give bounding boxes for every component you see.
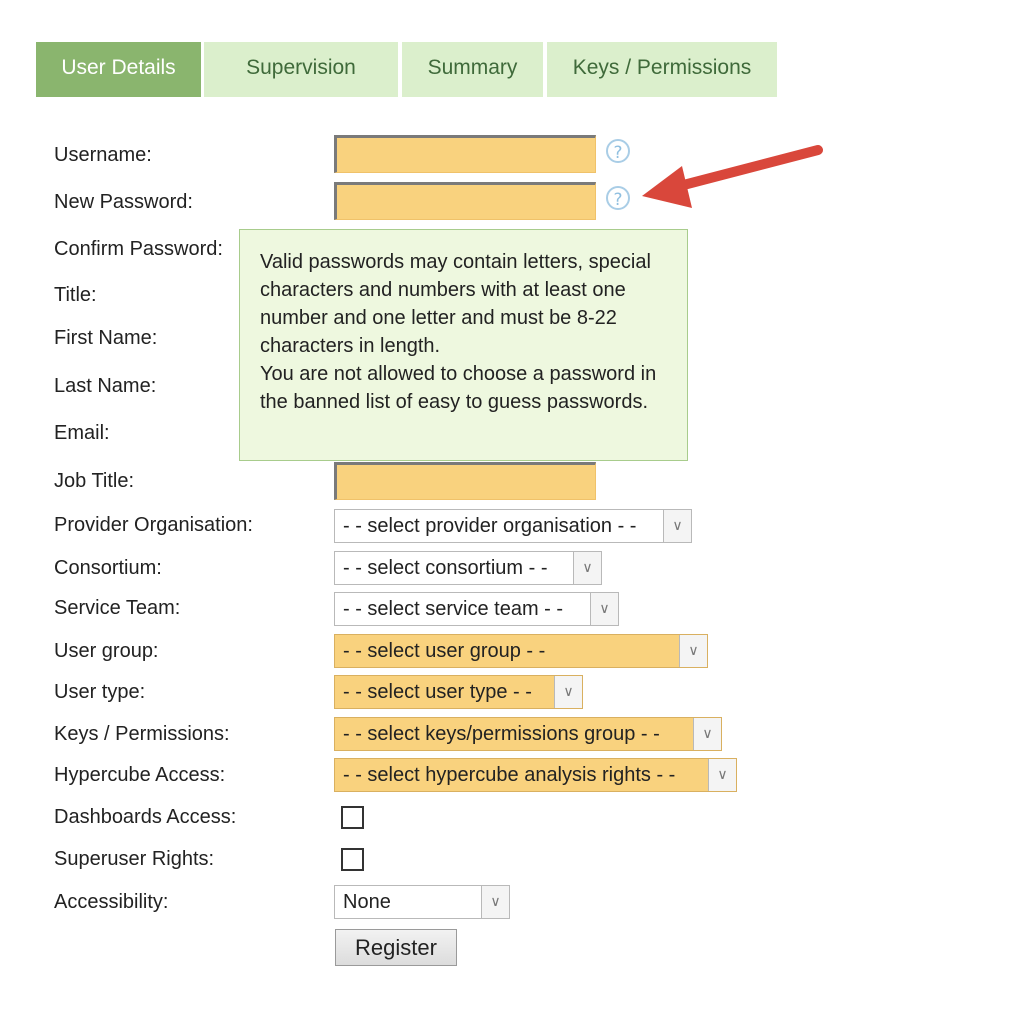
user-type-value: - - select user type - -: [343, 681, 532, 703]
chevron-down-icon: ∨: [693, 718, 721, 750]
chevron-down-icon: ∨: [481, 886, 509, 918]
tab-keys-permissions[interactable]: Keys / Permissions: [547, 42, 777, 97]
job-title-input[interactable]: [334, 462, 596, 500]
first-name-label: First Name:: [54, 327, 158, 349]
hypercube-access-label: Hypercube Access:: [54, 764, 226, 786]
accessibility-value: None: [343, 891, 391, 913]
dashboards-access-checkbox[interactable]: [341, 806, 364, 829]
new-password-label: New Password:: [54, 191, 193, 213]
consortium-value: - - select consortium - -: [343, 557, 548, 579]
tab-user-details[interactable]: User Details: [36, 42, 201, 97]
superuser-rights-label: Superuser Rights:: [54, 848, 215, 870]
hypercube-access-select[interactable]: [334, 758, 737, 792]
keys-permissions-value: - - select keys/permissions group - -: [343, 723, 660, 745]
consortium-label: Consortium:: [54, 557, 162, 579]
chevron-down-icon: ∨: [590, 593, 618, 625]
chevron-down-icon: ∨: [554, 676, 582, 708]
provider-organisation-select[interactable]: [334, 509, 692, 543]
username-label: Username:: [54, 144, 152, 166]
red-arrow-annotation: [630, 138, 830, 218]
provider-organisation-label: Provider Organisation:: [54, 514, 253, 536]
new-password-input[interactable]: [334, 182, 596, 220]
keys-permissions-label: Keys / Permissions:: [54, 723, 230, 745]
register-button[interactable]: Register: [335, 929, 457, 966]
chevron-down-icon: ∨: [679, 635, 707, 667]
username-help-icon[interactable]: ?: [606, 139, 630, 163]
hypercube-access-value: - - select hypercube analysis rights - -: [343, 764, 676, 786]
job-title-label: Job Title:: [54, 470, 135, 492]
username-input[interactable]: [334, 135, 596, 173]
tooltip-text-banned: You are not allowed to choose a password in the banned list of easy to guess passwords.: [260, 363, 657, 413]
service-team-value: - - select service team - -: [343, 598, 564, 620]
dashboards-access-label: Dashboards Access:: [54, 806, 237, 828]
tooltip-text-rules: Valid passwords may contain letters, special characters and numbers with at least one number and one letter and must be 8-22 characters in length.: [260, 251, 651, 357]
user-group-label: User group:: [54, 640, 159, 662]
password-help-icon[interactable]: ?: [606, 186, 630, 210]
consortium-select[interactable]: [334, 551, 602, 585]
user-group-select[interactable]: [334, 634, 708, 668]
user-group-value: - - select user group - -: [343, 640, 546, 662]
service-team-label: Service Team:: [54, 597, 181, 619]
tab-summary[interactable]: Summary: [402, 42, 543, 97]
chevron-down-icon: ∨: [663, 510, 691, 542]
chevron-down-icon: ∨: [573, 552, 601, 584]
accessibility-select[interactable]: [334, 885, 510, 919]
chevron-down-icon: ∨: [708, 759, 736, 791]
password-tooltip: [239, 229, 688, 461]
service-team-select[interactable]: [334, 592, 619, 626]
superuser-rights-checkbox[interactable]: [341, 848, 364, 871]
last-name-label: Last Name:: [54, 375, 157, 397]
email-label: Email:: [54, 422, 110, 444]
user-type-select[interactable]: [334, 675, 583, 709]
tab-supervision[interactable]: Supervision: [204, 42, 398, 97]
keys-permissions-select[interactable]: [334, 717, 722, 751]
confirm-password-label: Confirm Password:: [54, 238, 223, 260]
provider-organisation-value: - - select provider organisation - -: [343, 515, 637, 537]
user-type-label: User type:: [54, 681, 146, 703]
accessibility-label: Accessibility:: [54, 891, 169, 913]
title-label: Title:: [54, 284, 97, 306]
